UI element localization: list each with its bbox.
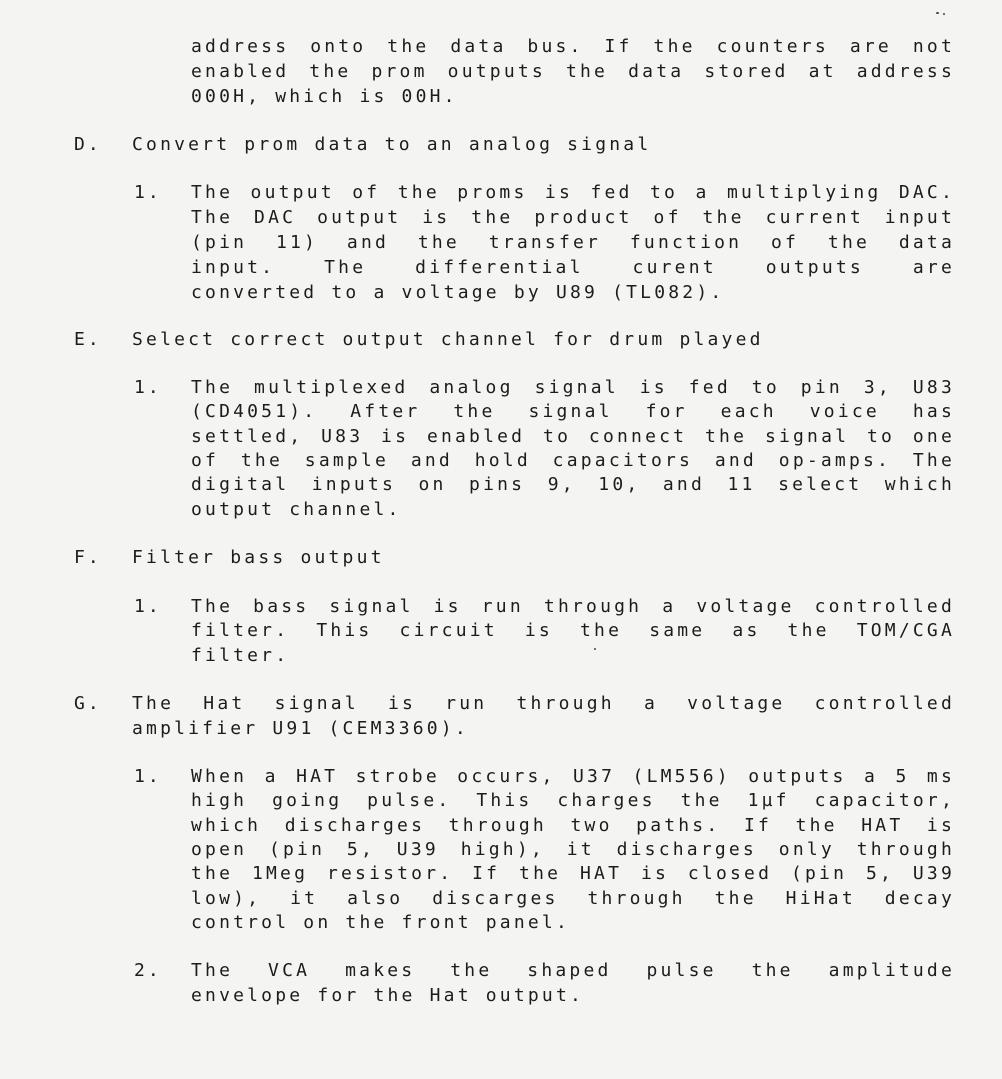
section-marker: F. <box>74 547 102 568</box>
item-line: (CD4051). After the signal for each voice has <box>191 401 955 422</box>
item-line: input. The differential curent outputs are <box>191 257 955 278</box>
item-line: (pin 11) and the transfer function of the data <box>191 232 955 253</box>
item-line: the 1Meg resistor. If the HAT is closed (pin 5, U39 <box>191 863 955 884</box>
item-line: filter. This circuit is the same as the TOM/CGA <box>191 620 955 641</box>
intro-line: address onto the data bus. If the counters are not <box>191 36 955 57</box>
scan-speck <box>936 12 939 14</box>
item-line: open (pin 5, U39 high), it discharges only through <box>191 839 955 860</box>
intro-line: enabled the prom outputs the data stored at address <box>191 61 955 82</box>
item-line: The output of the proms is fed to a multiplying DAC. <box>191 182 955 203</box>
item-line: low), it also discarges through the HiHat decay <box>191 888 955 909</box>
item-line: of the sample and hold capacitors and op-amps. The <box>191 450 955 471</box>
section-heading: Convert prom data to an analog signal <box>132 134 652 155</box>
item-line: which discharges through two paths. If the HAT is <box>191 815 955 836</box>
section-heading: Select correct output channel for drum played <box>132 329 764 350</box>
item-line: settled, U83 is enabled to connect the signal to one <box>191 426 955 447</box>
section-heading: amplifier U91 (CEM3360). <box>132 718 469 739</box>
intro-line: 000H, which is 00H. <box>191 86 458 107</box>
item-marker: 2. <box>134 960 162 981</box>
item-line: control on the front panel. <box>191 912 570 933</box>
item-marker: 1. <box>134 766 162 787</box>
section-marker: E. <box>74 329 102 350</box>
section-marker: D. <box>74 134 102 155</box>
item-line: The DAC output is the product of the current input <box>191 207 955 228</box>
item-marker: 1. <box>134 596 162 617</box>
section-heading: Filter bass output <box>132 547 385 568</box>
scan-speck <box>943 13 945 15</box>
section-heading: The Hat signal is run through a voltage controlled <box>132 693 955 714</box>
item-line: The bass signal is run through a voltage controlled <box>191 596 955 617</box>
section-marker: G. <box>74 693 102 714</box>
item-line: The multiplexed analog signal is fed to pin 3, U83 <box>191 377 955 398</box>
item-line: converted to a voltage by U89 (TL082). <box>191 282 725 303</box>
item-line: The VCA makes the shaped pulse the amplitude <box>191 960 955 981</box>
item-line: output channel. <box>191 499 402 520</box>
item-line: filter. <box>191 645 290 666</box>
scan-speck <box>594 648 596 650</box>
item-line: high going pulse. This charges the 1µf capacitor, <box>191 790 955 811</box>
item-marker: 1. <box>134 377 162 398</box>
item-line: envelope for the Hat output. <box>191 985 585 1006</box>
item-line: digital inputs on pins 9, 10, and 11 select which <box>191 474 955 495</box>
item-line: When a HAT strobe occurs, U37 (LM556) outputs a 5 ms <box>191 766 955 787</box>
item-marker: 1. <box>134 182 162 203</box>
